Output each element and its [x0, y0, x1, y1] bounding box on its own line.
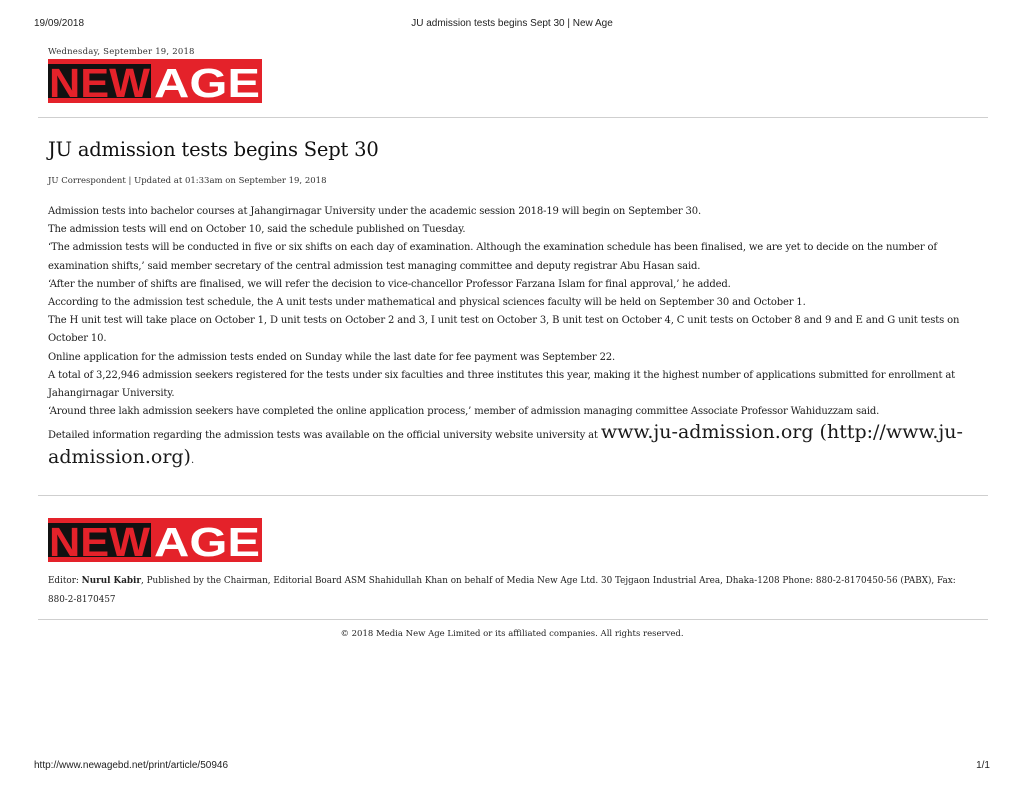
logo-word-new: NEW [49, 519, 151, 562]
header-divider [38, 117, 988, 118]
footer-divider [38, 495, 988, 496]
article-paragraph: According to the admission test schedule, the A unit tests under mathematical and physical sciences faculty will be held on September 30 and October 1. [48, 297, 806, 309]
newage-logo[interactable] [48, 59, 262, 103]
article-paragraph: A total of 3,22,946 admission seekers registered for the tests under six faculties and three institutes this year, making it the highest number of applications submitted for enrollment at Jahangirnagar University. [48, 369, 956, 400]
print-page-title: JU admission tests begins Sept 30 | New Age [411, 18, 613, 29]
logo-word-new: NEW [49, 60, 151, 103]
article-body [48, 203, 972, 470]
article-paragraph-last [48, 421, 972, 469]
logo-word-age: AGE [154, 60, 260, 103]
editor-label: Editor: [48, 576, 82, 586]
article-paragraph: Online application for the admission tests ended on Sunday while the last date for fee payment was September 22. [48, 351, 616, 363]
article-paragraph: The admission tests will end on October 10, said the schedule published on Tuesday. [48, 224, 466, 236]
article-paragraph: Admission tests into bachelor courses at Jahangirnagar University under the academic session 2018-19 will begin on September 30. [48, 206, 702, 217]
article-paragraph: The H unit test will take place on October 1, D unit tests on October 2 and 3, I unit test on October 3, B unit test on October 4, C unit tests on October 8 and 9 and E and G unit tests on October 10. [48, 315, 960, 345]
masthead-dateline: Wednesday, September 19, 2018 [48, 47, 195, 57]
website-link[interactable]: www.ju-admission.org (http://www.ju-admission.org) [48, 421, 963, 468]
editor-name: Nurul Kabir [81, 576, 142, 586]
article-paragraph: ‘After the number of shifts are finalised, we will refer the decision to vice-chancellor Professor Farzana Islam for final approval,’ he added. [48, 278, 731, 290]
editor-info [48, 572, 968, 610]
print-date: 19/09/2018 [34, 18, 85, 29]
copyright-divider [38, 619, 988, 620]
newage-footer-logo[interactable] [48, 518, 262, 562]
website-sentence: Detailed information regarding the admission tests was available on the official university website university at [48, 430, 601, 442]
print-footer [34, 760, 990, 774]
logo-word-age: AGE [154, 519, 260, 562]
publisher-info: , Published by the Chairman, Editorial Board ASM Shahidullah Khan on behalf of Media New Age Ltd. 30 Tejgaon Industrial Area, Dhaka-1208 Phone: 880-2-8170450-56 (PABX), Fax: 880-2-8170457 [48, 576, 956, 605]
print-url[interactable]: http://www.newagebd.net/print/article/50946 [34, 760, 229, 771]
article-byline: JU Correspondent | Updated at 01:33am on September 19, 2018 [48, 176, 327, 186]
article-paragraph: ‘Around three lakh admission seekers have completed the online application process,’ member of admission managing committee Associate Professor Wahiduzzam said. [48, 406, 880, 418]
copyright-text: © 2018 Media New Age Limited or its affiliated companies. All rights reserved. [340, 629, 684, 639]
print-header [34, 18, 990, 32]
print-page-number: 1/1 [976, 760, 990, 771]
article-paragraph: ‘The admission tests will be conducted in five or six shifts on each day of examination. Although the examination schedule has been finalised, we are yet to decide on the number of examination shifts,’ said member secretary of the central admission test managing committee and deputy registrar Abu Hasan said. [48, 242, 937, 272]
article-headline: JU admission tests begins Sept 30 [48, 138, 379, 161]
sentence-end: . [190, 454, 195, 466]
